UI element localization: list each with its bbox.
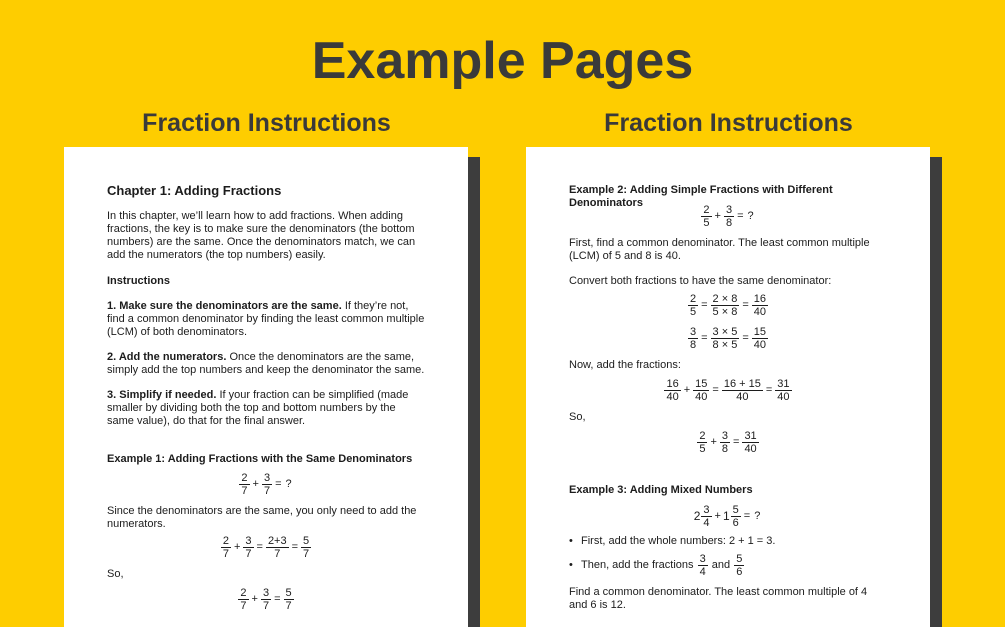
so-label: So, — [569, 411, 586, 423]
intro-paragraph: In this chapter, we’ll learn how to add fractions. When adding fractions, the key is to make sure the denominators (the bottom numbers) are the same. Once the denominators match, we can add the numerators (the top numbers) easily. — [107, 210, 416, 261]
step-2: 2. Add the numerators. Once the denominators are the same, simply add the top numbers and keep the denominator the same. — [107, 351, 425, 376]
fraction: $\frac{3}{8}$ — [725, 204, 733, 229]
fraction: $\frac{2+3}{7}$ — [267, 535, 287, 560]
fraction: $\frac{2}{5}$ — [703, 204, 710, 229]
fraction: $\frac{15}{40}$ — [695, 378, 708, 403]
fraction: $\frac{2 \times 8}{5 \times 8}$ — [712, 293, 738, 318]
example-2-text-2: Convert both fractions to have the same denominator: — [569, 275, 832, 287]
example-2-text-1: First, find a common denominator. The least common multiple (LCM) of 5 and 8 is 40. — [569, 237, 870, 262]
so-label: So, — [107, 568, 124, 580]
fraction: $\frac{2}{5}$ — [689, 293, 697, 318]
example-1-title: Example 1: Adding Fractions with the Same Denominators — [107, 453, 413, 465]
fraction: $\frac{3}{7}$ — [263, 472, 271, 497]
main-title: Example Pages — [311, 32, 694, 90]
right-page — [526, 147, 930, 627]
fraction: $\frac{3}{7}$ — [245, 535, 252, 560]
example-2-addition: $\frac{16}{40}$ + $\frac{15}{40}$ = $\frac{16 + 15}{40}$ = $\frac{31}{40}$ — [666, 378, 790, 403]
example-2-final: $\frac{2}{5}$ + $\frac{3}{8}$ = $\frac{31}{40}$ — [699, 430, 757, 455]
fraction: $\frac{31}{40}$ — [744, 430, 757, 455]
step-3: 3. Simplify if needed. If your fraction can be simplified (made smaller by dividing both the top and bottom numbers by the same value), do that for the final answer. — [107, 389, 409, 427]
fraction: $\frac{15}{40}$ — [753, 326, 767, 351]
fraction: $\frac{31}{40}$ — [777, 378, 790, 403]
fraction: $\frac{3}{4}$ — [699, 553, 706, 578]
fraction: $\frac{5}{6}$ — [732, 504, 739, 529]
example-3-text: Find a common denominator. The least common multiple of 4 and 6 is 12. — [569, 586, 868, 611]
fraction: $\frac{16}{40}$ — [753, 293, 767, 318]
chapter-title: Chapter 1: Adding Fractions — [107, 183, 282, 198]
conversion-2: $\frac{3}{8}$ = $\frac{3 \times 5}{8 \times 5}$ = $\frac{15}{40}$ — [689, 326, 767, 351]
fraction: $\frac{16}{40}$ — [666, 378, 679, 403]
example-2-text-3: Now, add the fractions: — [569, 359, 681, 371]
fraction: $\frac{2}{7}$ — [241, 472, 248, 497]
fraction: $\frac{5}{7}$ — [285, 587, 292, 612]
fraction: $\frac{2}{7}$ — [222, 535, 229, 560]
bullet-1: • First, add the whole numbers: 2 + 1 = 3. — [569, 535, 776, 547]
example-3-title: Example 3: Adding Mixed Numbers — [569, 484, 753, 496]
instructions-label: Instructions — [107, 275, 170, 287]
fraction: $\frac{5}{7}$ — [303, 535, 310, 560]
example-1-work: $\frac{2}{7}$ + $\frac{3}{7}$ = $\frac{2+3}{7}$ = $\frac{5}{7}$ — [222, 535, 310, 560]
example-2-problem: $\frac{2}{5}$ + $\frac{3}{8}$ = ? — [703, 204, 754, 229]
left-page-heading: Fraction Instructions — [142, 109, 391, 137]
fraction: $\frac{3}{8}$ — [689, 326, 697, 351]
conversion-1: $\frac{2}{5}$ = $\frac{2 \times 8}{5 \times 8}$ = $\frac{16}{40}$ — [689, 293, 767, 318]
fraction: $\frac{2}{7}$ — [240, 587, 247, 612]
right-page-heading: Fraction Instructions — [604, 109, 853, 137]
example-1-explanation: Since the denominators are the same, you only need to add the numerators. — [107, 505, 417, 530]
step-1: 1. Make sure the denominators are the same. If they’re not, find a common denominator by finding the least common multiple (LCM) of both denominators. — [107, 300, 425, 338]
example-2-title: Example 2: Adding Simple Fractions with Different Denominators — [569, 184, 833, 209]
fraction: $\frac{3 \times 5}{8 \times 5}$ — [712, 326, 738, 351]
bullet-2: • Then, add the fractions $\frac{3}{4}$ and $\frac{5}{6}$ — [569, 553, 743, 578]
example-1-problem: $\frac{2}{7}$ + $\frac{3}{7}$ = ? — [241, 472, 292, 497]
example-3-problem: 2 $\frac{3}{4}$ + 1 $\frac{5}{6}$ = ? — [693, 504, 761, 529]
fraction: $\frac{2}{5}$ — [699, 430, 706, 455]
fraction: $\frac{3}{4}$ — [703, 504, 710, 529]
fraction: $\frac{5}{6}$ — [736, 553, 743, 578]
fraction: $\frac{16 + 15}{40}$ — [723, 378, 761, 403]
example-1-final: $\frac{2}{7}$ + $\frac{3}{7}$ = $\frac{5}{7}$ — [240, 587, 292, 612]
fraction: $\frac{3}{7}$ — [262, 587, 270, 612]
fraction: $\frac{3}{8}$ — [721, 430, 728, 455]
left-page — [64, 147, 468, 627]
